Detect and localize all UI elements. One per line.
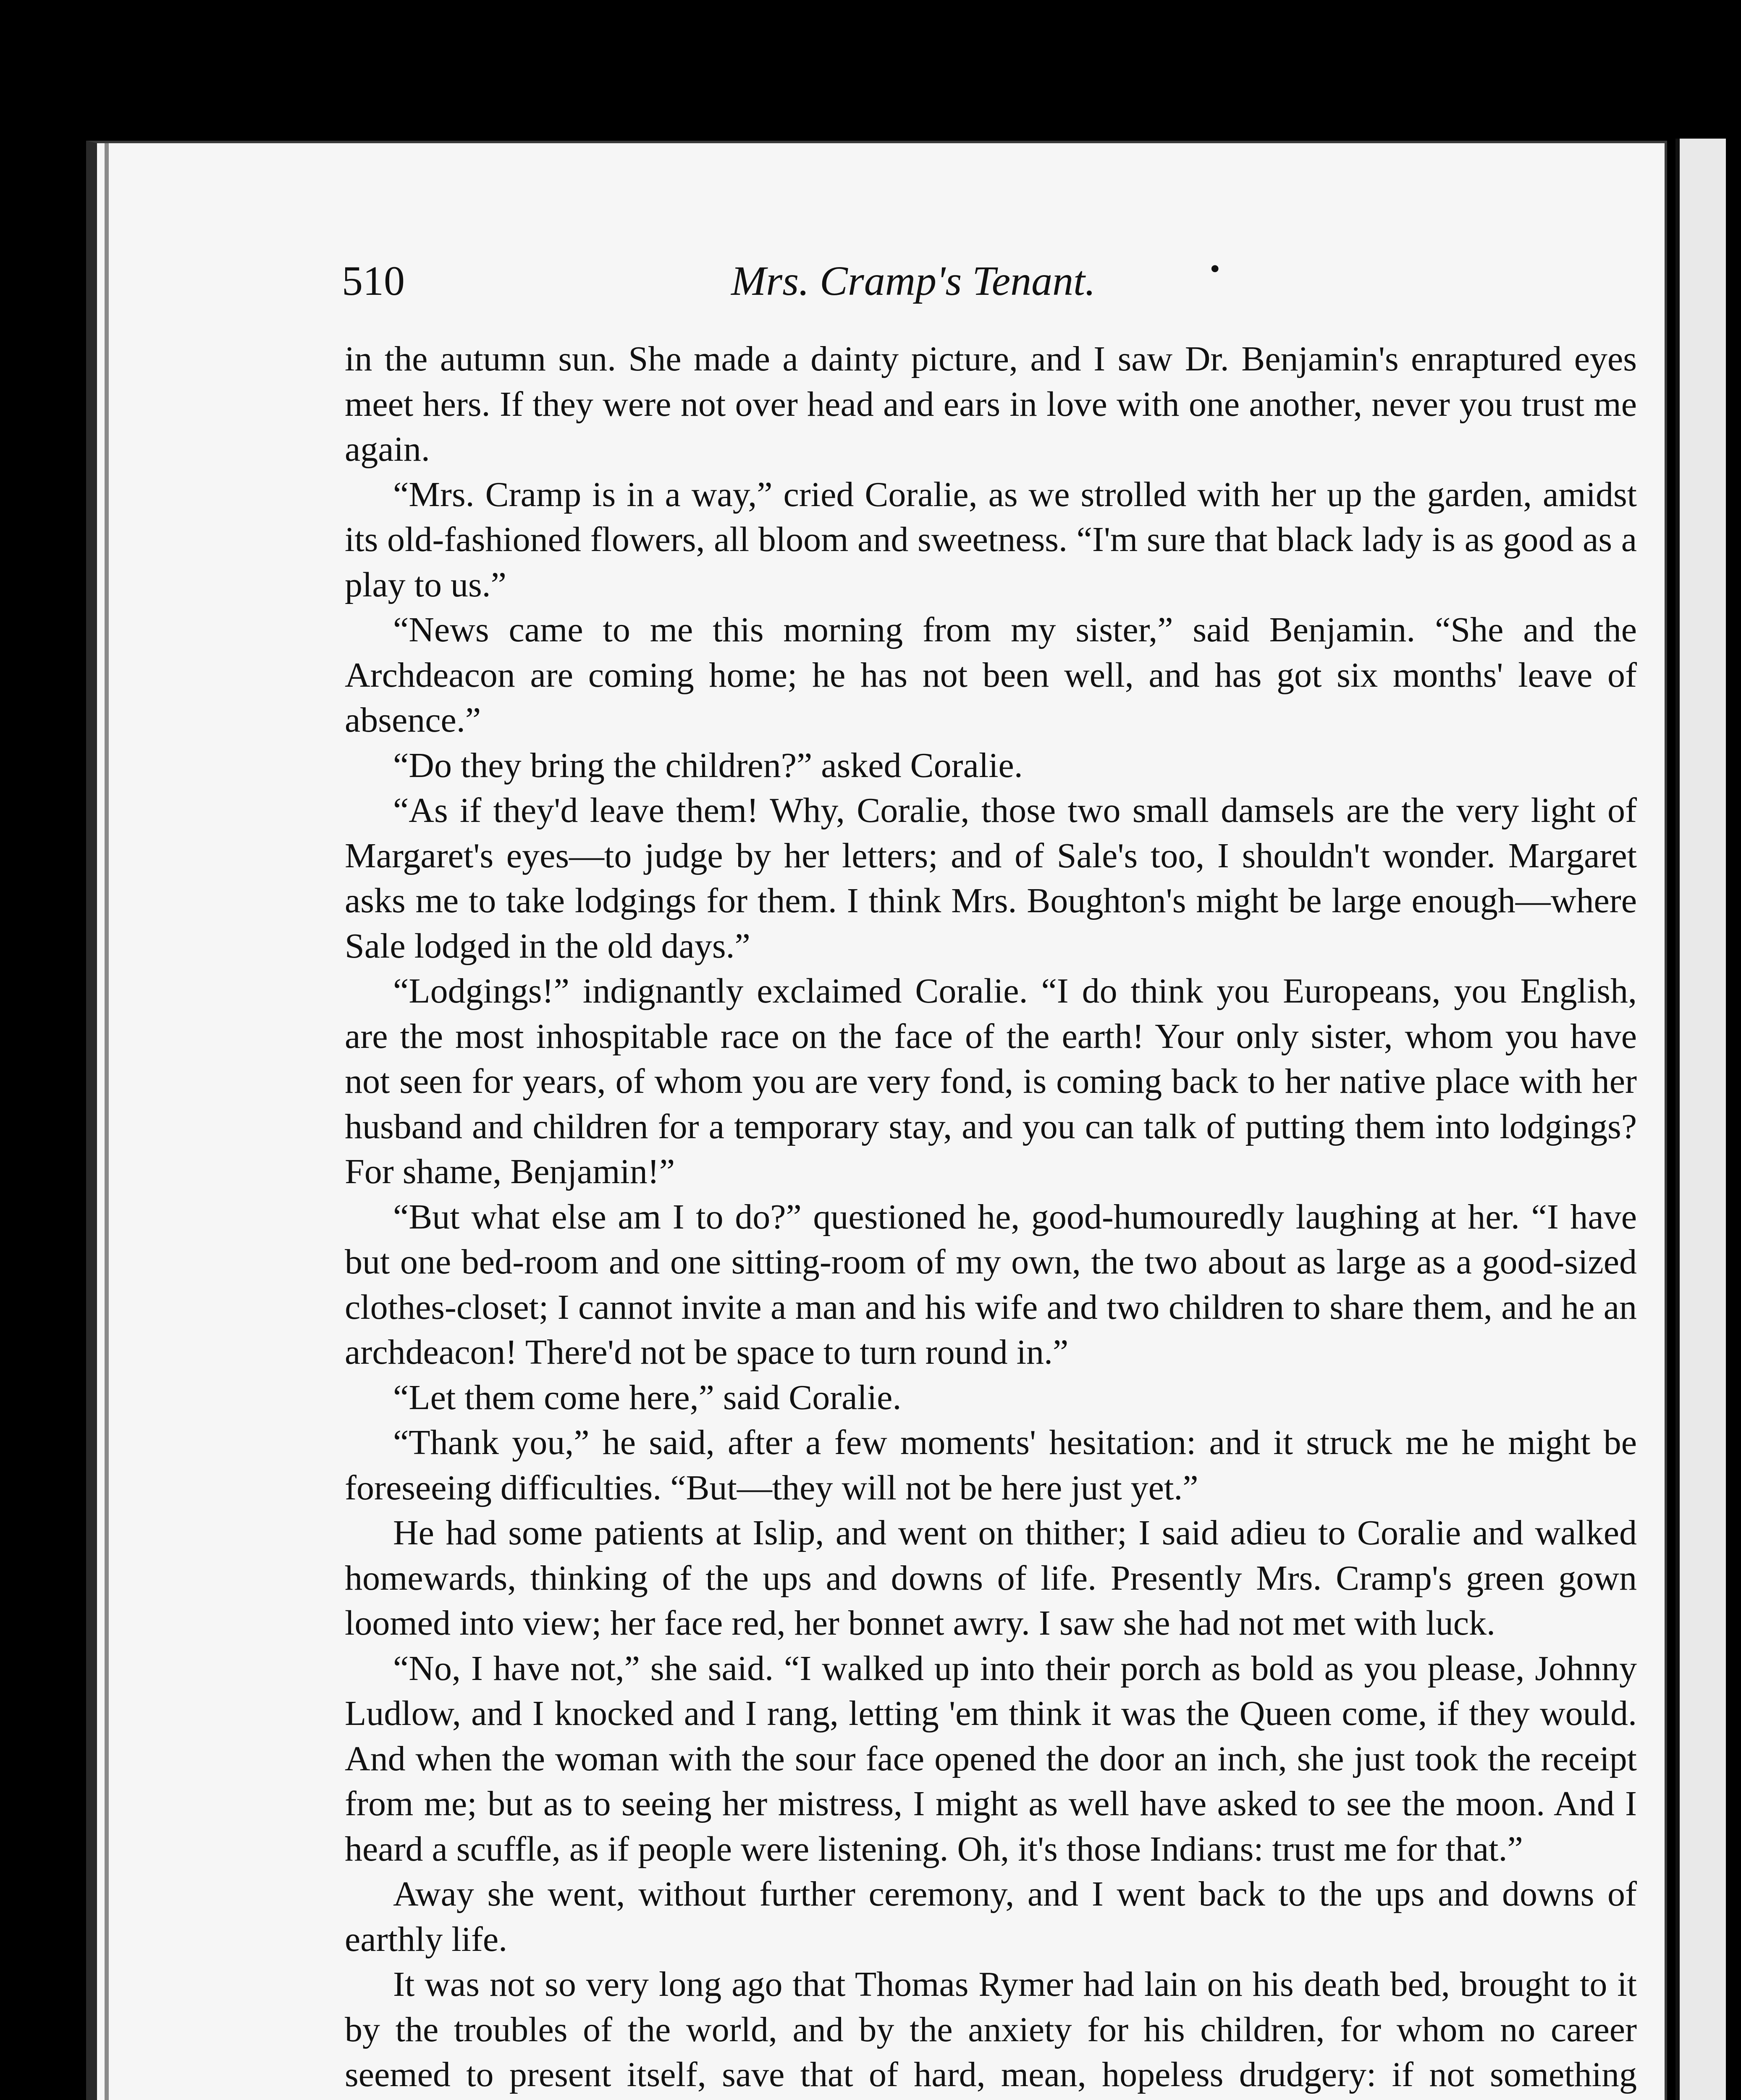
paragraph: “Thank you,” he said, after a few moments' hesitation: and it struck me he might be foreseeing difficulties. “But—they will not be here just yet.” xyxy=(345,1423,1637,1507)
paragraph: “Let them come here,” said Coralie. xyxy=(393,1378,902,1417)
paragraph: Away she went, without further ceremony, and I went back to the ups and downs of earthly life. xyxy=(345,1874,1637,1959)
paragraph: “But what else am I to do?” questioned he, good-humouredly laughing at her. “I have but one bed-room and one sitting-room of my own, the two about as large as a good-sized clothes-closet; I cannot invite a man and his wife and two children to share them, and he an archdeacon! There'd not be space to turn round in.” xyxy=(345,1197,1637,1372)
page-number: 510 xyxy=(342,257,405,304)
facing-page-edge xyxy=(1675,139,1726,2100)
paragraph: “As if they'd leave them! Why, Coralie, those two small damsels are the very light of Margaret's eyes—to judge by her letters; and of Sale's too, I shouldn't wonder. Margaret asks me to take lodgings for them. I think Mrs. Boughton's might be large enough—where Sale lodged in the old days.” xyxy=(345,791,1637,966)
header-mark: • xyxy=(1210,253,1220,285)
paragraph: “News came to me this morning from my sister,” said Benjamin. “She and the Archdeacon are coming home; he has not been well, and has got six months' leave of absence.” xyxy=(345,610,1637,740)
paragraph: “Do they bring the children?” asked Coralie. xyxy=(393,746,1023,785)
book-page xyxy=(86,141,1667,2100)
body-text xyxy=(345,336,1637,2100)
paragraph: “Lodgings!” indignantly exclaimed Coralie. “I do think you Europeans, you English, are the most inhospitable race on the face of the earth! Your only sister, whom you have not seen for years, of whom you are very fond, is coming back to her native place with her husband and children for a temporary stay, and you can talk of putting them into lodgings? For shame, Benjamin!” xyxy=(345,971,1637,1191)
paragraph: “No, I have not,” she said. “I walked up into their porch as bold as you please, Johnny Ludlow, and I knocked and I rang, letting 'em think it was the Queen come, if they would. And when the woman with the sour face opened the door an inch, she just took the receipt from me; but as to seeing her mistress, I might as well have asked to see the moon. And I heard a scuffle, as if people were listening. Oh, it's those Indians: trust me for that.” xyxy=(345,1648,1637,1869)
paragraph: It was not so very long ago that Thomas Rymer had lain on his death bed, brought to it by the troubles of the world, and by the anxiety for his children, for whom no career seemed to present itself, save that of hard, mean, hopeless drudgery: if not something xyxy=(345,1965,1637,2094)
paragraph: in the autumn sun. She made a dainty picture, and I saw Dr. Benjamin's enraptured eyes meet hers. If they were not over head and ears in love with one another, never you trust me again. xyxy=(345,339,1637,469)
paragraph: “Mrs. Cramp is in a way,” cried Coralie, as we strolled with her up the garden, amidst its old-fashioned flowers, all bloom and sweetness. “I'm sure that black lady is as good as a play to us.” xyxy=(345,475,1637,604)
page-header xyxy=(97,253,1665,320)
paragraph: He had some patients at Islip, and went on thither; I said adieu to Coralie and walked homewards, thinking of the ups and downs of life. Presently Mrs. Cramp's green gown loomed into view; her face red, her bonnet awry. I saw she had not met with luck. xyxy=(345,1513,1637,1643)
running-title: Mrs. Cramp's Tenant. xyxy=(731,257,1096,304)
